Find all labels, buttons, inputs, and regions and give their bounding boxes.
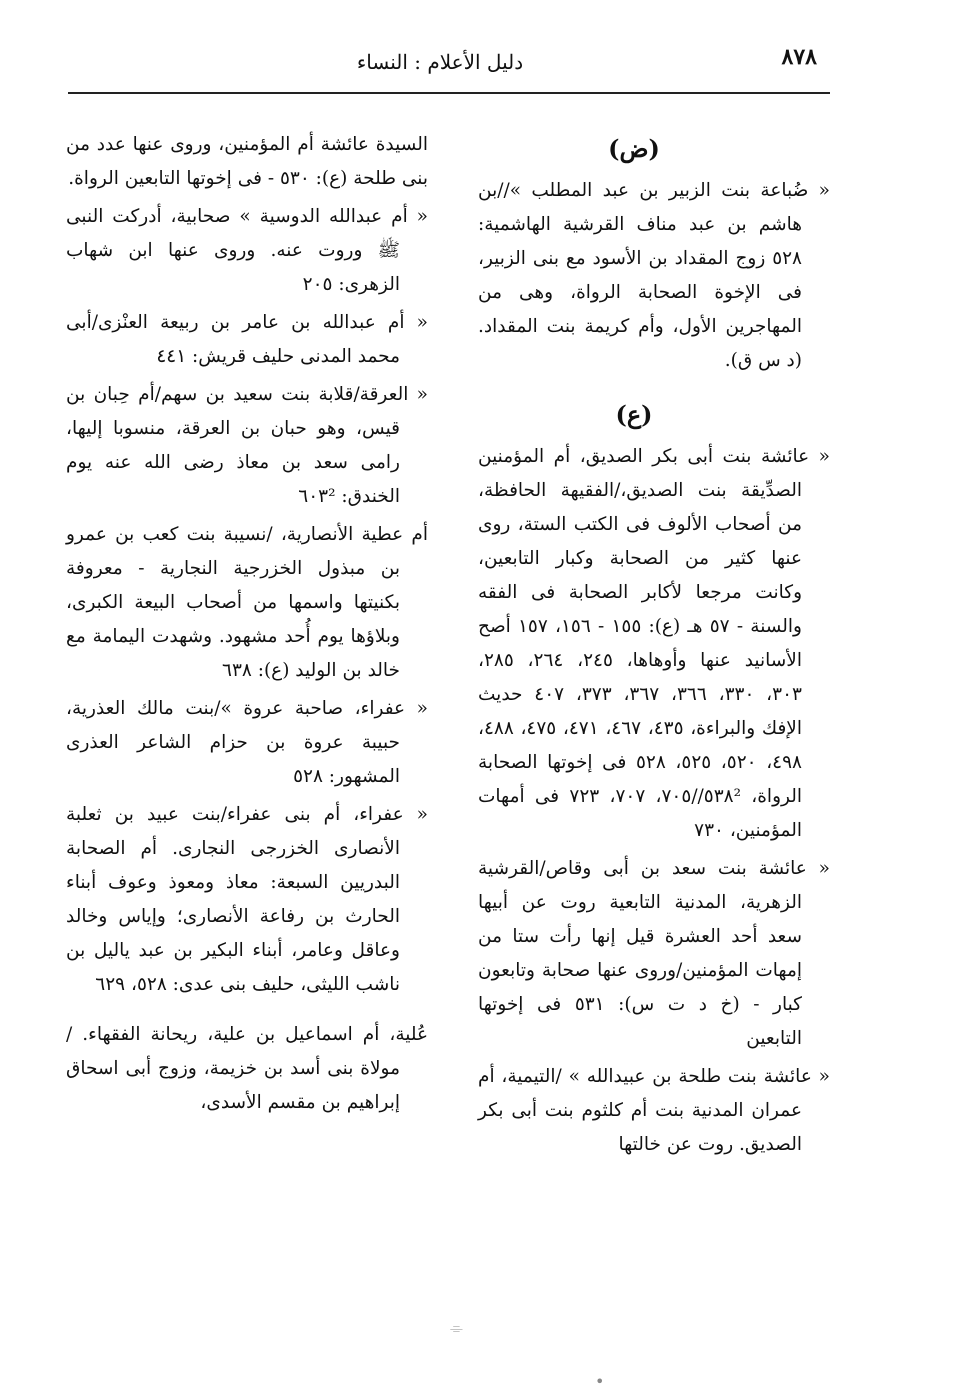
entry-aisha-bint-talha: « عائشة بنت طلحة بن عبيدالله » /التيمية، أم عمران المدنية بنت أم كلثوم بنت أبى بكر الصديق. روت عن خالتها bbox=[478, 1066, 830, 1155]
entry-aisha-bint-saad: « عائشة بنت سعد بن أبى وقاص/القرشية الزهرية، المدنية التابعية روت عن أبيها سعد أحد العشرة قيل إنها رأت ستا من إمهات المؤمنين/وروى عنها صحابة وتابعون كبار - (خ د ت س): ٥٣١ فى إخوتها التابعين bbox=[478, 858, 830, 1049]
entry-ulayya: عُلية، أم اسماعيل بن علية، ريحانة الفقهاء. / مولاة بنى أسد بن خزيمة، وزوج أبى اسحاق إبراهيم بن مقسم الأسدى، bbox=[66, 1024, 428, 1113]
entry-umm-abdallah-ibn-amir: « أم عبدالله بن عامر بن ربيعة العنْزى/أبى محمد المدنى حليف قريش: ٤٤١ bbox=[66, 312, 428, 367]
entry-umm-abdallah-dawsiya: « أم عبدالله الدوسية » صحابية، أدركت النبى ﷺ وروت عنه. وروى عنها ابن شهاب الزهرى: ٢٠٥ bbox=[66, 206, 428, 295]
entry-continuation-aisha-bint-talha: السيدة عائشة أم المؤمنين، وروى عنها عدد من بنى طلحة (ع): ٥٣٠ - فى إخوتها التابعين الرواة. bbox=[66, 134, 428, 189]
page-number: ٨٧٨ bbox=[781, 44, 817, 70]
entry-aisha-bint-abi-bakr: « عائشة بنت أبى بكر الصديق، أم المؤمنين الصدِّيقة بنت الصديق،/الفقيهة الحافظة، من أصحاب الألوف فى الكتب الستة، روى عنها كثير من الصحابة وكبار التابعين، وكانت مرجعا لأكابر الصحابة فى الفقه والسنة - ٥٧ هـ (ع): ١٥٥ - ١٥٦، ١٥٧ أصح الأسانيد عنها وأوهاها، ٢٤٥، ٢٦٤، ٢٨٥، ٣٠٣، ٣٣٠، ٣٦٦، ٣٦٧، ٣٧٣، ٤٠٧ حديث الإفك والبراءة، ٤٣٥، ٤٦٧، ٤٧١، ٤٧٥، ٤٨٨، ٤٩٨، ٥٢٠، ٥٢٥، ٥٢٨ فى إخوتها الصحابة الرواة، ٥٣٨²//٧٠٥، ٧٠٧، ٧٢٣ فى أمهات المؤمنين، ٧٣٠ bbox=[478, 446, 830, 841]
header-rule bbox=[68, 92, 830, 94]
section-heading-ain: (ع) bbox=[615, 400, 653, 429]
section-heading-dad: (ض) bbox=[608, 134, 660, 163]
entry-afra-umm-bani-afra: « عفراء، أم بنى عفراء/بنت عبيد بن ثعلبة الأنصارى الخزرجى النجارى. أم الصحابة البدريين السبعة: معاذ ومعوذ وعوف أبناء الحارث بن رفاعة الأنصارى؛ وإياس وخالد وعاقل وعامر، أبناء البكير بن عبد ياليل بن ناشب الليثى، حليف بنى عدى: ٥٢٨، ٦٢٩ bbox=[66, 804, 428, 995]
left-column bbox=[66, 128, 428, 1124]
running-title: دليل الأعلام : النساء bbox=[356, 50, 524, 74]
right-column bbox=[478, 128, 830, 1166]
entry-afra-urwa: « عفراء، صاحبة عروة »/بنت مالك العذرية، حبيبة عروة بن حزام الشاعر العذرى المشهور: ٥٢٨ bbox=[66, 698, 428, 787]
entry-al-ariqa: « العرقة/قلابة بنت سعيد بن سهم/أم حِبان بن قيس، وهو حبان بن العرقة، منسوبا إليها، رامى سعد بن معاذ رضى الله عنه يوم الخندق: ٦٠٣² bbox=[66, 384, 428, 507]
scan-mark: ⌯ bbox=[450, 1318, 463, 1337]
entry-dubaa: « ضُباعة بنت الزبير بن عبد المطلب »//بن هاشم بن عبد مناف القرشية الهاشمية: ٥٢٨ زوج المقداد بن الأسود مع بنى الزبير، فى الإخوة الصحابة الرواة، وهى من المهاجرين الأول، وأم كريمة بنت المقداد. (د س ق). bbox=[478, 180, 830, 371]
scan-dot: • bbox=[595, 1372, 605, 1391]
entry-umm-atiyya: أم عطية الأنصارية، /نسيبة بنت كعب بن عمرو بن مبذول الخزرجية النجارية - معروفة بكنيتها واسمها من أصحاب البيعة الكبرى، وبلاؤها يوم أُحد مشهود. وشهدت اليمامة مع خالد بن الوليد (ع): ٦٣٨ bbox=[66, 524, 428, 681]
